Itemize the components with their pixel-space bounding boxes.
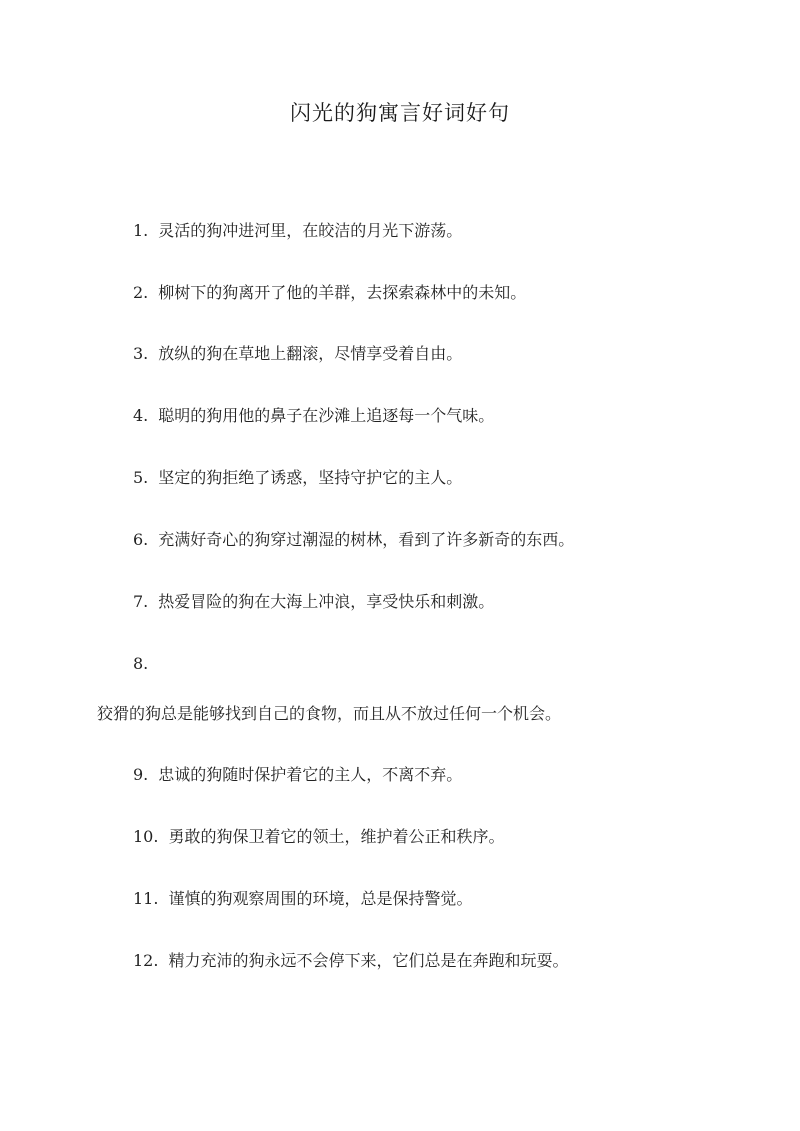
page-title: 闪光的狗寓言好词好句 bbox=[290, 101, 510, 125]
list-item-number: 6. bbox=[133, 530, 149, 549]
list-item-number: 4. bbox=[133, 406, 149, 425]
list-item bbox=[133, 949, 568, 973]
list-item-number: 8. bbox=[133, 654, 149, 673]
list-item-text: 聪明的狗用他的鼻子在沙滩上追逐每一个气味。 bbox=[158, 406, 495, 425]
list-item bbox=[133, 342, 462, 366]
list-item-text: 狡猾的狗总是能够找到自己的食物，而且从不放过任何一个机会。 bbox=[97, 704, 562, 723]
list-item-text: 柳树下的狗离开了他的羊群，去探索森林中的未知。 bbox=[158, 283, 527, 302]
list-item-text: 勇敢的狗保卫着它的领土，维护着公正和秩序。 bbox=[168, 827, 505, 846]
list-item bbox=[133, 887, 472, 911]
list-item bbox=[133, 590, 494, 614]
list-item-number: 7. bbox=[133, 592, 149, 611]
list-item-text: 忠诚的狗随时保护着它的主人，不离不弃。 bbox=[158, 765, 463, 784]
list-item-number: 1. bbox=[133, 221, 149, 240]
list-item-text: 热爱冒险的狗在大海上冲浪，享受快乐和刺激。 bbox=[158, 592, 495, 611]
list-item-text: 灵活的狗冲进河里，在皎洁的月光下游荡。 bbox=[158, 221, 463, 240]
list-item-number: 2. bbox=[133, 283, 149, 302]
list-item-number-only bbox=[133, 652, 148, 676]
list-item-number: 12. bbox=[133, 951, 159, 970]
list-item-number: 3. bbox=[133, 344, 149, 363]
list-item-text: 谨慎的狗观察周围的环境，总是保持警觉。 bbox=[168, 889, 473, 908]
list-item-number: 5. bbox=[133, 468, 149, 487]
list-item-text: 充满好奇心的狗穿过潮湿的树林，看到了许多新奇的东西。 bbox=[158, 530, 575, 549]
list-item bbox=[133, 466, 462, 490]
list-item bbox=[133, 528, 574, 552]
list-item bbox=[133, 763, 462, 787]
list-item-number: 10. bbox=[133, 827, 159, 846]
list-item-text: 坚定的狗拒绝了诱惑，坚持守护它的主人。 bbox=[158, 468, 463, 487]
list-item-wrapped-text bbox=[97, 702, 561, 726]
list-item-text: 精力充沛的狗永远不会停下来，它们总是在奔跑和玩耍。 bbox=[168, 951, 569, 970]
list-item bbox=[133, 825, 504, 849]
list-item bbox=[133, 404, 494, 428]
list-item-number: 9. bbox=[133, 765, 149, 784]
list-item-number: 11. bbox=[133, 889, 159, 908]
list-item bbox=[133, 281, 526, 305]
list-item bbox=[133, 219, 462, 243]
list-item-text: 放纵的狗在草地上翻滚，尽情享受着自由。 bbox=[158, 344, 463, 363]
